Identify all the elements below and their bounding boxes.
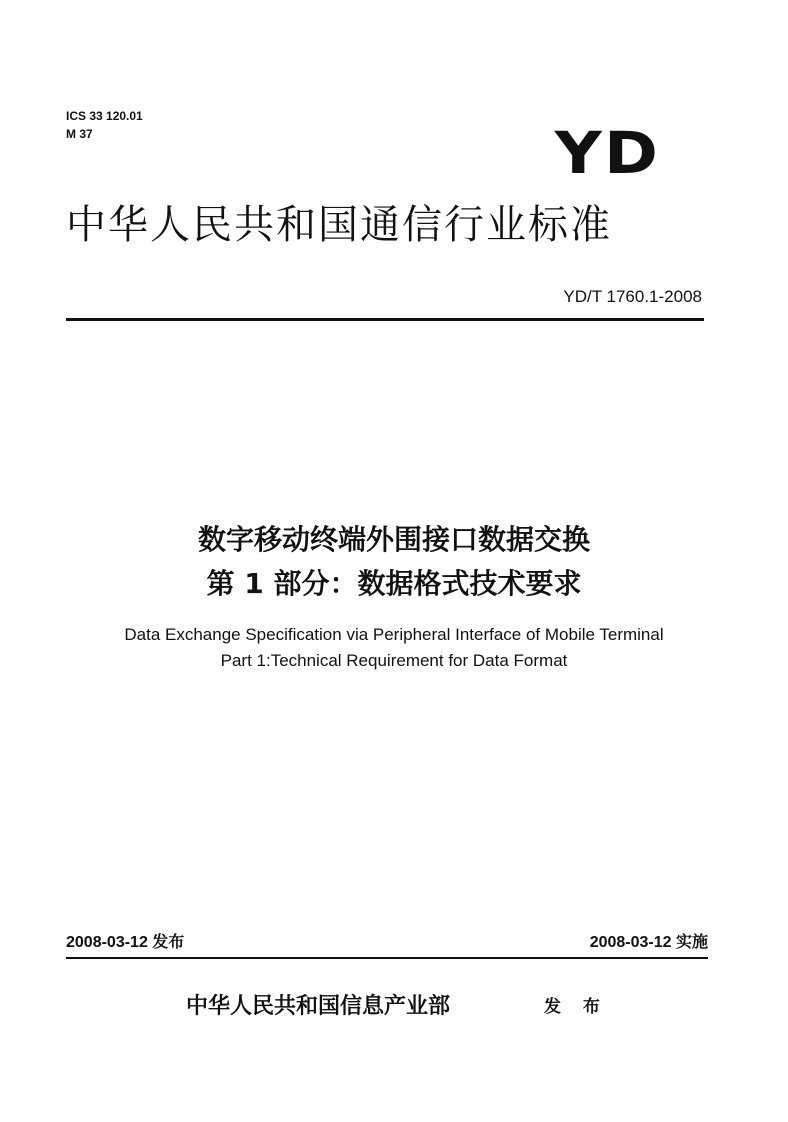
issue-date: 2008-03-12 发布 bbox=[66, 934, 185, 951]
category-code: M 37 bbox=[66, 127, 93, 141]
title-zh-line-1: 数字移动终端外围接口数据交换 bbox=[197, 523, 590, 556]
implementation-date: 2008-03-12 实施 bbox=[589, 934, 708, 951]
yd-logo: YD bbox=[554, 119, 660, 187]
title-en-line-2: Part 1:Technical Requirement for Data Format bbox=[220, 651, 568, 670]
ics-code: ICS 33 120.01 bbox=[66, 109, 143, 123]
title-en-line-1: Data Exchange Specification via Peripheral Interface of Mobile Terminal bbox=[124, 625, 664, 644]
publisher-suffix: 发 布 bbox=[544, 997, 608, 1017]
document-title-english bbox=[0, 622, 788, 674]
publisher-name: 中华人民共和国信息产业部 bbox=[186, 993, 451, 1019]
standard-title: 中华人民共和国通信行业标准 bbox=[66, 202, 612, 248]
title-zh-line-2: 第 1 部分：数据格式技术要求 bbox=[206, 567, 582, 600]
document-title-chinese bbox=[0, 518, 788, 606]
classification-codes bbox=[66, 107, 143, 143]
top-divider bbox=[66, 318, 704, 321]
bottom-divider bbox=[66, 957, 708, 959]
standard-number: YD/T 1760.1-2008 bbox=[563, 287, 702, 306]
